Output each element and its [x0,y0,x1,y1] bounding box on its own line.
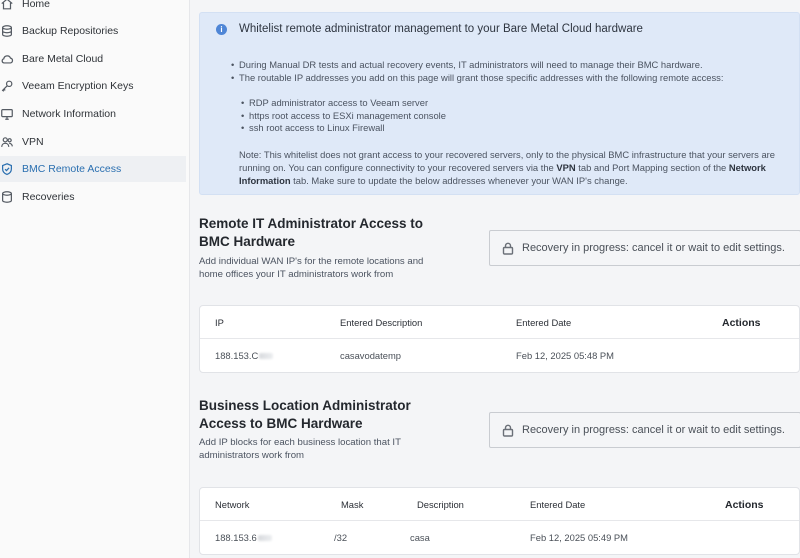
key-icon [0,78,15,94]
info-note-text: Note: This whitelist does not grant access to your recovered servers, only to the physical BMC infrastructure that your servers are running on. You can configure connectivity to your recovered servers via the [239,149,775,173]
database-icon [0,23,15,39]
cloud-icon [0,51,15,67]
info-banner-header [216,23,787,35]
sidebar-item-network-information[interactable] [0,101,186,127]
lock-message: Recovery in progress: cancel it or wait to edit settings. [522,242,785,254]
info-note [239,148,794,187]
business-recovery-lock-notice [489,412,800,448]
info-bullets [239,59,799,84]
remote-section-desc-line: home offices your IT administrators work from [199,268,394,280]
shield-check-icon [0,161,15,177]
sidebar-item-backup-repositories[interactable] [0,18,186,44]
mask-cell: /32 [334,532,348,543]
info-note-vpn: VPN [556,162,576,173]
business-section-title-line: Access to BMC Hardware [199,416,363,431]
sidebar [0,0,190,558]
info-sub-bullet: • RDP administrator access to Veeam server [249,97,789,110]
business-section-title [199,397,411,433]
business-section-desc-line: Add IP blocks for each business location that IT [199,437,401,448]
lock-message: Recovery in progress: cancel it or wait to edit settings. [522,424,785,436]
column-header-ip: IP [215,317,224,328]
stack-icon [0,189,15,205]
table-header [200,306,799,339]
sidebar-item-label: Backup Repositories [22,25,119,37]
remote-section-title [199,215,423,251]
redacted-mask [258,535,272,541]
table-header [200,488,799,521]
description-cell: casavodatemp [340,350,401,361]
ip-cell [215,339,273,372]
info-sub-bullet: • https root access to ESXi management console [249,110,789,123]
remote-section-desc-line: Add individual WAN IP's for the remote locations and [199,256,424,267]
column-header-mask: Mask [341,499,364,510]
users-icon [0,134,15,150]
remote-section-title-line: Remote IT Administrator Access to [199,216,424,231]
info-sub-bullet: • ssh root access to Linux Firewall [249,122,789,135]
sidebar-item-veeam-encryption-keys[interactable] [0,73,186,99]
column-header-entered-date: Entered Date [516,317,572,328]
business-section-description [199,437,401,462]
info-note-network-information: Network Information [239,162,766,186]
business-section-desc-line: administrators work from [199,449,305,461]
sidebar-item-bmc-remote-access[interactable] [0,156,186,182]
main-content [190,0,800,558]
column-header-actions: Actions [725,498,764,511]
sidebar-item-bare-metal-cloud[interactable] [0,46,186,72]
network-value: 188.153.6 [215,532,257,543]
info-bullet: • The routable IP addresses you add on this page will grant those specific addresses with the following remote access: [239,72,799,85]
lock-icon [502,424,514,437]
sidebar-item-vpn[interactable] [0,129,186,155]
description-cell: casa [410,532,430,543]
info-bullet: • During Manual DR tests and actual recovery events, IT administrators will need to manage their BMC hardware. [239,59,799,72]
remote-access-table [199,305,800,373]
info-note-text: tab. Make sure to update the below addresses whenever your WAN IP's change. [290,175,628,186]
sidebar-item-label: Network Information [22,108,116,120]
network-cell [215,521,272,554]
sidebar-item-home[interactable] [0,0,186,17]
business-access-table [199,487,800,555]
column-header-actions: Actions [722,316,761,329]
remote-recovery-lock-notice [489,230,800,266]
sidebar-item-label: BMC Remote Access [22,163,122,175]
date-cell: Feb 12, 2025 05:49 PM [530,532,628,543]
info-icon: i [216,24,227,35]
table-row [200,521,799,554]
info-banner-title: Whitelist remote administrator management to your Bare Metal Cloud hardware [239,23,643,35]
monitor-icon [0,106,15,122]
home-icon [0,0,15,12]
sidebar-item-label: Recoveries [22,191,75,203]
column-header-entered-date: Entered Date [530,499,586,510]
column-header-network: Network [215,499,250,510]
sidebar-item-label: Bare Metal Cloud [22,53,104,65]
info-banner [199,12,800,195]
info-note-text: tab and Port Mapping section of the [575,162,729,173]
ip-value: 188.153.C [215,350,259,361]
info-sub-bullets [249,97,789,135]
sidebar-item-label: Home [22,0,51,10]
column-header-entered-description: Entered Description [340,317,423,328]
date-cell: Feb 12, 2025 05:48 PM [516,350,614,361]
remote-section-title-line: BMC Hardware [199,234,296,249]
sidebar-item-recoveries[interactable] [0,184,186,210]
column-header-description: Description [417,499,464,510]
lock-icon [502,242,514,255]
sidebar-item-label: Veeam Encryption Keys [22,80,134,92]
business-section-title-line: Business Location Administrator [199,398,411,413]
table-row [200,339,799,372]
redacted-mask [259,353,273,359]
sidebar-item-label: VPN [22,136,44,148]
remote-section-description [199,256,423,281]
